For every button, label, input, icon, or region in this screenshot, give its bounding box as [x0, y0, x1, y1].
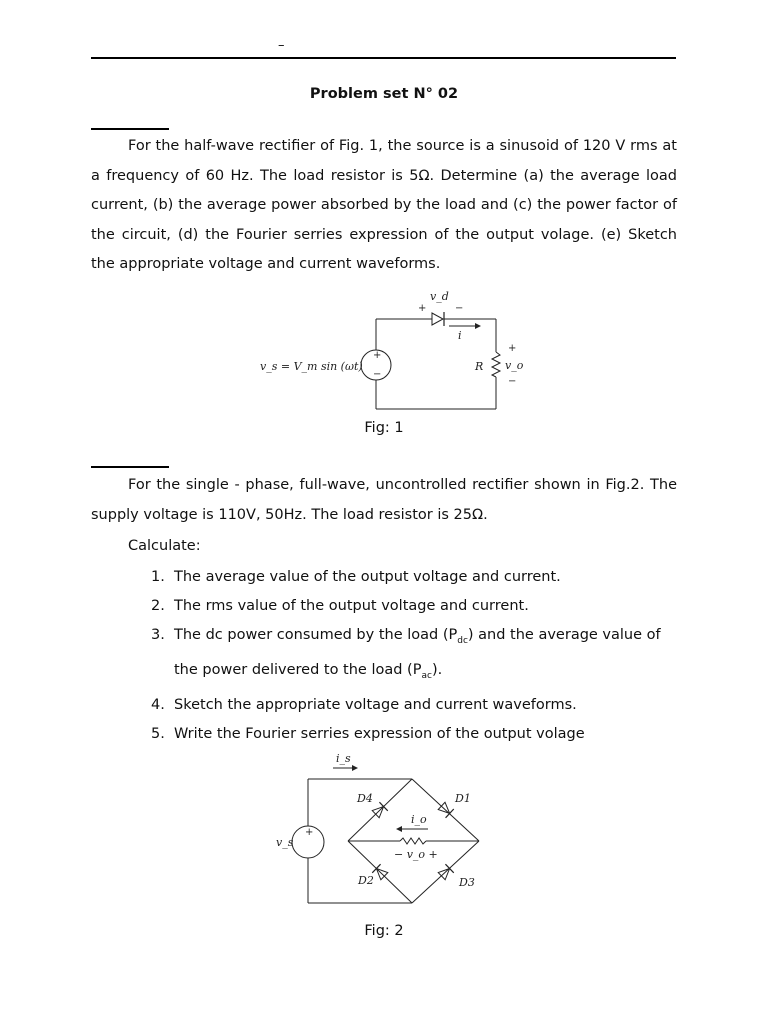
list-item: 2. The rms value of the output voltage and current.	[151, 598, 529, 614]
fig1-source-label: v_s = V_m sin (ωt)	[260, 360, 363, 373]
fig2-source-arrow-head	[352, 765, 358, 771]
fig2-load-arrow-head	[396, 826, 402, 832]
fig2-source-plus: +	[305, 827, 314, 838]
fig2-d2-label: D2	[358, 874, 374, 887]
problem1-text: For the half-wave rectifier of Fig. 1, the source is a sinusoid of 120 V rms at a frequency of 60 Hz. The load resistor is 5Ω. Determine (a) the average load current, (b) the average power absorbed by the load and (c) the power factor of the circuit, (d) the Fourier serries expression of the output volage. (e) Sketch the appropriate voltage and current waveforms.	[91, 138, 677, 272]
fig1-output-plus: +	[508, 343, 517, 354]
fig1-diode-icon	[432, 313, 443, 325]
fig1-diode-plus: +	[418, 303, 427, 314]
fig1-source-plus: +	[373, 350, 382, 361]
fig2-arm-d4	[348, 779, 412, 841]
fig1-diode-minus: −	[455, 303, 464, 314]
fig2-source-current: i_s	[336, 752, 351, 765]
fig2-d3-label: D3	[459, 876, 475, 889]
fig1-output-voltage: v_o	[505, 359, 524, 372]
header-dash: –	[278, 38, 285, 53]
fig1-resistor	[492, 352, 500, 377]
fig2-arm-d1	[412, 779, 479, 841]
fig2-d4-label: D4	[357, 792, 373, 805]
fig2-load-voltage: − v_o +	[394, 848, 438, 861]
figure-2-caption: Fig: 2	[364, 923, 404, 939]
fig1-resistor-label: R	[475, 360, 484, 373]
problem2-intro: For the single - phase, full-wave, uncontrolled rectifier shown in Fig.2. The supply voltage is 110V, 50Hz. The load resistor is 25Ω.	[91, 477, 677, 523]
list-item: 5. Write the Fourier serries expression of the output volage	[151, 725, 585, 742]
fig2-d1-label: D1	[455, 792, 471, 805]
fig1-output-minus: −	[508, 376, 517, 387]
list-item: 1. The average value of the output voltage and current.	[151, 569, 561, 585]
calculate-label: Calculate:	[128, 538, 201, 554]
task-list	[128, 563, 678, 749]
fig1-source-minus: −	[373, 369, 382, 380]
page-title: Problem set N° 02	[309, 86, 459, 102]
list-item: 3. The dc power consumed by the load $(P_{dc})$ and the average value of the power delivered to the load $(P_{ac})$.	[151, 627, 661, 681]
problem2-heading-rule	[91, 466, 169, 468]
fig1-diode-voltage: v_d	[430, 290, 449, 303]
fig2-source-voltage: v_s	[276, 836, 294, 849]
list-item: 4. Sketch the appropriate voltage and current waveforms.	[151, 696, 577, 713]
fig2-load-current: i_o	[411, 813, 427, 826]
figure-1-caption: Fig: 1	[364, 420, 404, 436]
fig1-current-label: i	[458, 329, 462, 342]
fig2-load-resistor	[400, 838, 426, 844]
fig1-arrow-head	[475, 323, 481, 329]
